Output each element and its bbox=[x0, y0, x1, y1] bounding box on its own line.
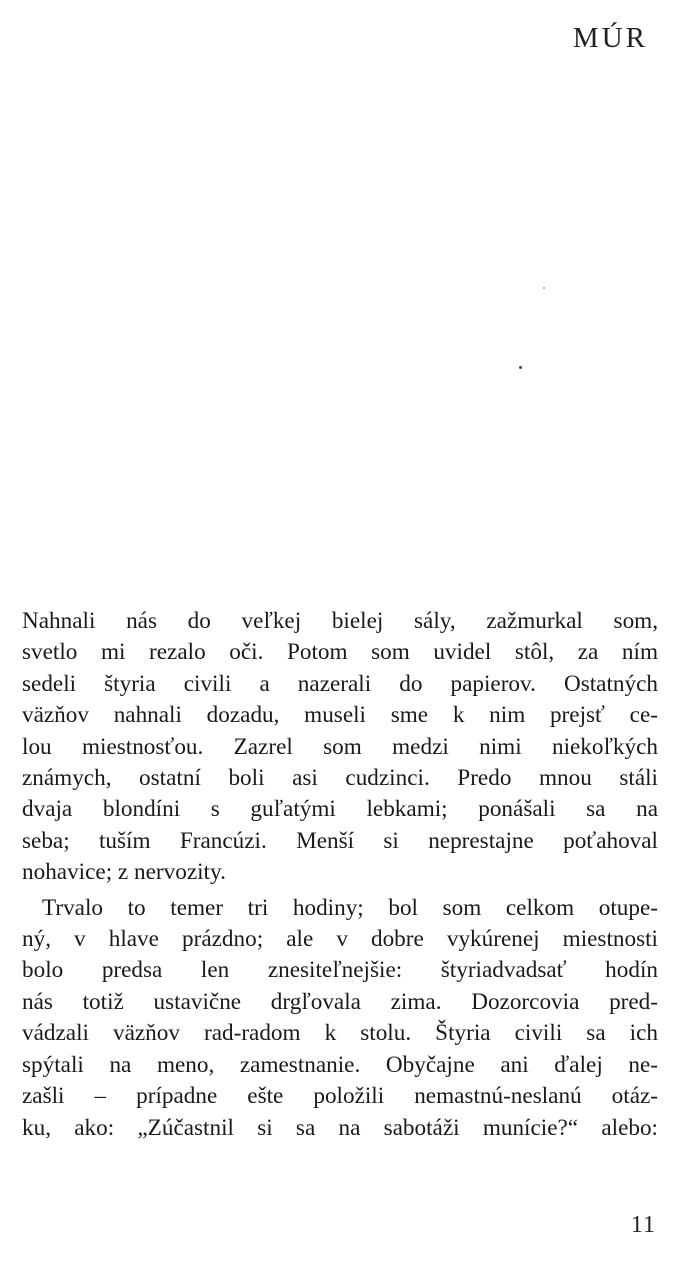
ink-speck bbox=[519, 366, 522, 369]
text-line: ku, ako: „Zúčastnil si sa na sabotáži munície?“ alebo: bbox=[22, 1114, 658, 1141]
running-header: MÚR bbox=[572, 22, 648, 54]
text-line: bolo predsa len znesiteľnejšie: štyriadvadsať hodín bbox=[22, 957, 658, 984]
text-line: Nahnali nás do veľkej bielej sály, zažmurkal som, bbox=[22, 608, 658, 634]
paragraph-1 bbox=[22, 606, 658, 889]
text-line: spýtali na meno, zamestnanie. Obyčajne ani ďalej ne- bbox=[22, 1051, 658, 1078]
text-line: ný, v hlave prázdno; ale v dobre vykúrenej miestnosti bbox=[22, 926, 658, 953]
text-line: vádzali väzňov rad-radom k stolu. Štyria civili sa ich bbox=[22, 1020, 658, 1047]
text-line: sedeli štyria civili a nazerali do papierov. Ostatných bbox=[22, 670, 658, 697]
page-number: 11 bbox=[630, 1212, 656, 1238]
text-line: Trvalo to temer tri hodiny; bol som celkom otupe- bbox=[42, 894, 658, 921]
text-line: zašli – prípadne ešte položili nemastnú-neslanú otáz- bbox=[22, 1083, 658, 1110]
text-line: seba; tuším Francúzi. Menší si neprestajne poťahoval bbox=[22, 827, 658, 854]
body-text bbox=[22, 606, 658, 1144]
text-line: nás totiž ustavične drgľovala zima. Dozorcovia pred- bbox=[22, 988, 658, 1015]
text-line: známych, ostatní boli asi cudzinci. Predo mnou stáli bbox=[22, 765, 658, 792]
text-line: lou miestnosťou. Zazrel som medzi nimi niekoľkých bbox=[22, 733, 658, 760]
text-line: svetlo mi rezalo oči. Potom som uvidel stôl, za ním bbox=[22, 639, 658, 666]
text-line: väzňov nahnali dozadu, museli sme k nim prejsť ce- bbox=[22, 702, 658, 729]
text-line: nohavice; z nervozity. bbox=[22, 859, 226, 886]
text-line: dvaja blondíni s guľatými lebkami; ponášali sa na bbox=[22, 796, 658, 823]
paragraph-2 bbox=[22, 893, 658, 1144]
ink-speck bbox=[543, 287, 545, 289]
